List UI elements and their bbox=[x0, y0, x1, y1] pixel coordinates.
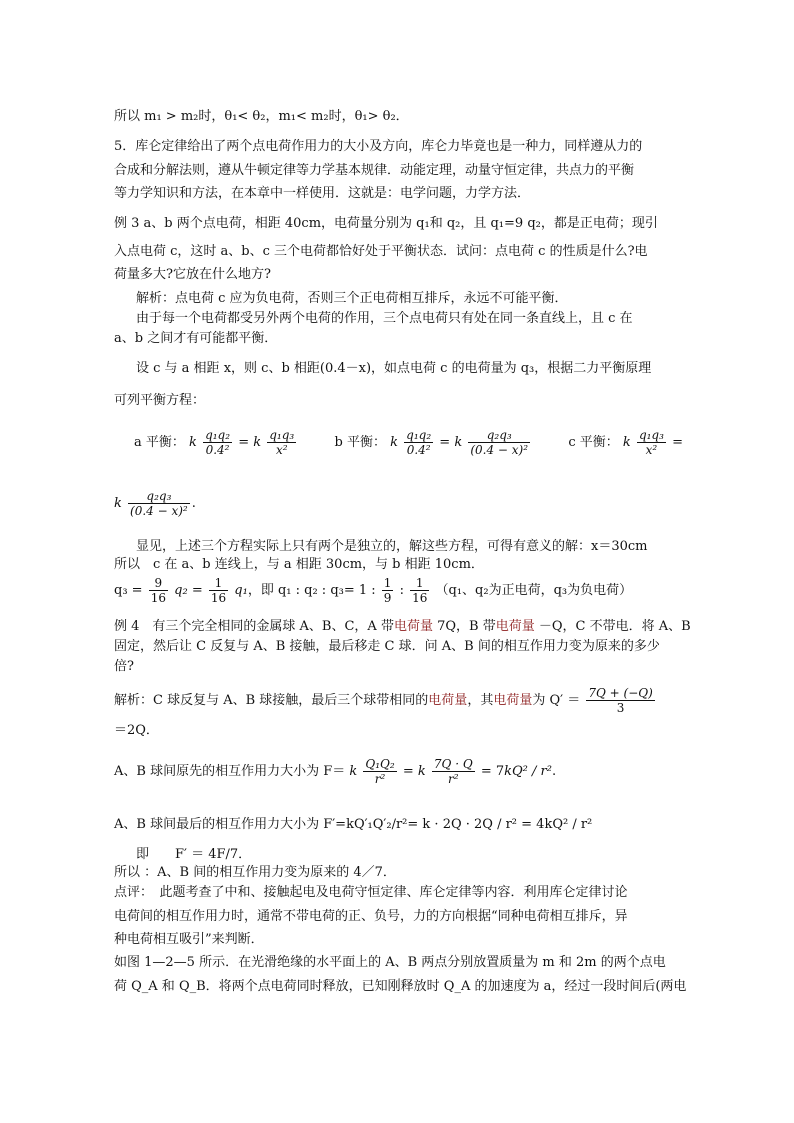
text-line: 可列平衡方程： bbox=[114, 393, 206, 408]
text-line: （q₁、q₂为正电荷，q₃为负电荷） bbox=[435, 583, 633, 598]
text-line: 即 F′ ＝ 4F/7． bbox=[136, 847, 252, 862]
text-line: A、B 球间最后的相互作用力大小为 F′=kQ′₁Q′₂/r²= k · 2Q · 2Q / r² = 4kQ² / r² bbox=[114, 817, 593, 832]
fraction: $\frac{1}{16}$ bbox=[412, 576, 428, 605]
text-line: 如图 1—2—5 所示．在光滑绝缘的水平面上的 A、B 两点分别放置质量为 m 和 2m 的两个点电 bbox=[114, 955, 666, 970]
equation-row: a 平衡： k $\frac{\text{q₁q₂}}{\text{0.4²}}$ = k $\frac{\text{q₁q₃}}{\text{x²}}$ b 平衡： k $\frac{\text{q₁q₂}}{\text{0.4²}}$ = k $\frac{\text{q₂q₃}}{\text{(0.4 − x)²}}$ c 平衡： k $\frac{\text{q₁q₃}}{\text{x²}}$ = bbox=[134, 428, 683, 457]
text-line: 种电荷相互吸引”来判断． bbox=[114, 932, 264, 947]
equation: k bbox=[189, 435, 197, 450]
text-line: A、B 球间原先的相互作用力大小为 F＝ k $\frac{\text{Q₁Q₂}}{\text{r²}}$ = k $\frac{7Q \cdot Q}{\text{r²}}$ = 7kQ² / r². bbox=[114, 757, 557, 786]
fraction: $\frac{1}{9}$ bbox=[383, 576, 392, 605]
text-line: 点评： 此题考查了中和、接触起电及电荷守恒定律、库仑定律等内容．利用库仑定律讨论 bbox=[114, 885, 628, 900]
text-line: a、b 之间才有可能都平衡． bbox=[114, 331, 278, 346]
fraction: $\frac{7Q \cdot Q}{\text{r²}}$ bbox=[433, 757, 473, 786]
fraction: $\frac{\text{q₁q₂}}{\text{0.4²}}$ bbox=[205, 428, 231, 457]
fraction: $\frac{\text{q₁q₃}}{\text{x²}}$ bbox=[638, 428, 664, 457]
fraction: $\frac{\text{Q₁Q₂}}{\text{r²}}$ bbox=[365, 757, 395, 786]
fraction: $\frac{1}{16}$ bbox=[210, 576, 227, 605]
equation-row: q₃ = $\frac{9}{16}$ q₂ = $\frac{1}{16}$ q₁，即 q₁ : q₂ : q₃= 1 : $\frac{1}{9}$ : $\frac{1}{16}$ （q₁、q₂为正电荷，q₃为负电荷） bbox=[114, 576, 633, 605]
text-line: 等力学知识和方法，在本章中一样使用．这就是：电学问题，力学方法． bbox=[114, 186, 531, 201]
highlight-term: 电荷量 bbox=[393, 619, 433, 634]
text-line: 显见，上述三个方程实际上只有两个是独立的，解这些方程，可得有意义的解：x＝30cm bbox=[136, 539, 648, 554]
text-line: 所以 c 在 a、b 连线上，与 a 相距 30cm，与 b 相距 10cm． bbox=[114, 557, 484, 572]
text-line: 例 3 a、b 两个点电荷，相距 40cm，电荷量分别为 q₁和 q₂，且 q₁=9 q₂，都是正电荷；现引 bbox=[114, 216, 658, 231]
text-line: 解析：点电荷 c 应为负电荷，否则三个正电荷相互排斥，永远不可能平衡． bbox=[136, 291, 568, 306]
text-line: 荷 Q_A 和 Q_B．将两个点电荷同时释放，已知刚释放时 Q_A 的加速度为 a，经过一段时间后(两电 bbox=[114, 979, 687, 994]
text-line: 合成和分解法则，遵从牛顿定律等力学基本规律．动能定理，动量守恒定律，共点力的平衡 bbox=[114, 163, 635, 178]
fraction: $\frac{9}{16}$ bbox=[150, 576, 166, 605]
eq-c-label: c 平衡： bbox=[568, 435, 619, 450]
text-line: 倍? bbox=[114, 659, 134, 674]
highlight-term: 电荷量 bbox=[493, 693, 533, 708]
eq-b-label: b 平衡： bbox=[334, 435, 386, 450]
fraction: $\frac{7Q + (-Q)}{3}$ bbox=[588, 686, 653, 715]
highlight-term: 电荷量 bbox=[495, 619, 535, 634]
text-line: 由于每一个电荷都受另外两个电荷的作用，三个点电荷只有处在同一条直线上，且 c 在 bbox=[136, 311, 633, 326]
text-line: ＝2Q． bbox=[114, 723, 159, 738]
text-line: 入点电荷 c，这时 a、b、c 三个电荷都恰好处于平衡状态．试问：点电荷 c 的性质是什么?电 bbox=[114, 244, 648, 259]
text-line: 设 c 与 a 相距 x，则 c、b 相距(0.4－x)，如点电荷 c 的电荷量为 q₃，根据二力平衡原理 bbox=[136, 361, 652, 376]
text-line: 例 4 有三个完全相同的金属球 A、B、C，A 带电荷量 7Q，B 带电荷量 －Q，C 不带电．将 A、B bbox=[114, 619, 691, 634]
eq-a-label: a 平衡： bbox=[134, 435, 185, 450]
text-line: 荷量多大?它放在什么地方? bbox=[114, 267, 271, 282]
fraction: $\frac{\text{q₂q₃}}{\text{(0.4 − x)²}}$ bbox=[470, 428, 529, 457]
text-line: 所以 m₁ > m₂时，θ₁< θ₂，m₁< m₂时，θ₁> θ₂． bbox=[114, 109, 409, 124]
fraction: $\frac{\text{q₁q₃}}{\text{x²}}$ bbox=[269, 428, 295, 457]
text-line: 解析：C 球反复与 A、B 球接触，最后三个球带相同的电荷量，其电荷量为 Q′ ＝ $\frac{7Q + (-Q)}{3}$ bbox=[114, 686, 653, 715]
text-line: 电荷间的相互作用力时，通常不带电荷的正、负号，力的方向根据“同种电荷相互排斥，异 bbox=[114, 909, 628, 924]
fraction: $\frac{\text{q₁q₂}}{\text{0.4²}}$ bbox=[406, 428, 432, 457]
fraction: $\frac{\text{q₂q₃}}{\text{(0.4 − x)²}}$ bbox=[130, 489, 188, 518]
text-line: 5．库仑定律给出了两个点电荷作用力的大小及方向，库仑力毕竟也是一种力，同样遵从力的 bbox=[114, 139, 643, 154]
text-line: 所以 ：A、B 间的相互作用力变为原来的 4／7． bbox=[114, 865, 396, 880]
highlight-term: 电荷量 bbox=[428, 693, 468, 708]
text-line: 固定，然后让 C 反复与 A、B 接触，最后移走 C 球．问 A、B 间的相互作用力变为原来的多少 bbox=[114, 639, 660, 654]
equation-row: k $\frac{\text{q₂q₃}}{\text{(0.4 − x)²}}$ . bbox=[114, 489, 196, 518]
